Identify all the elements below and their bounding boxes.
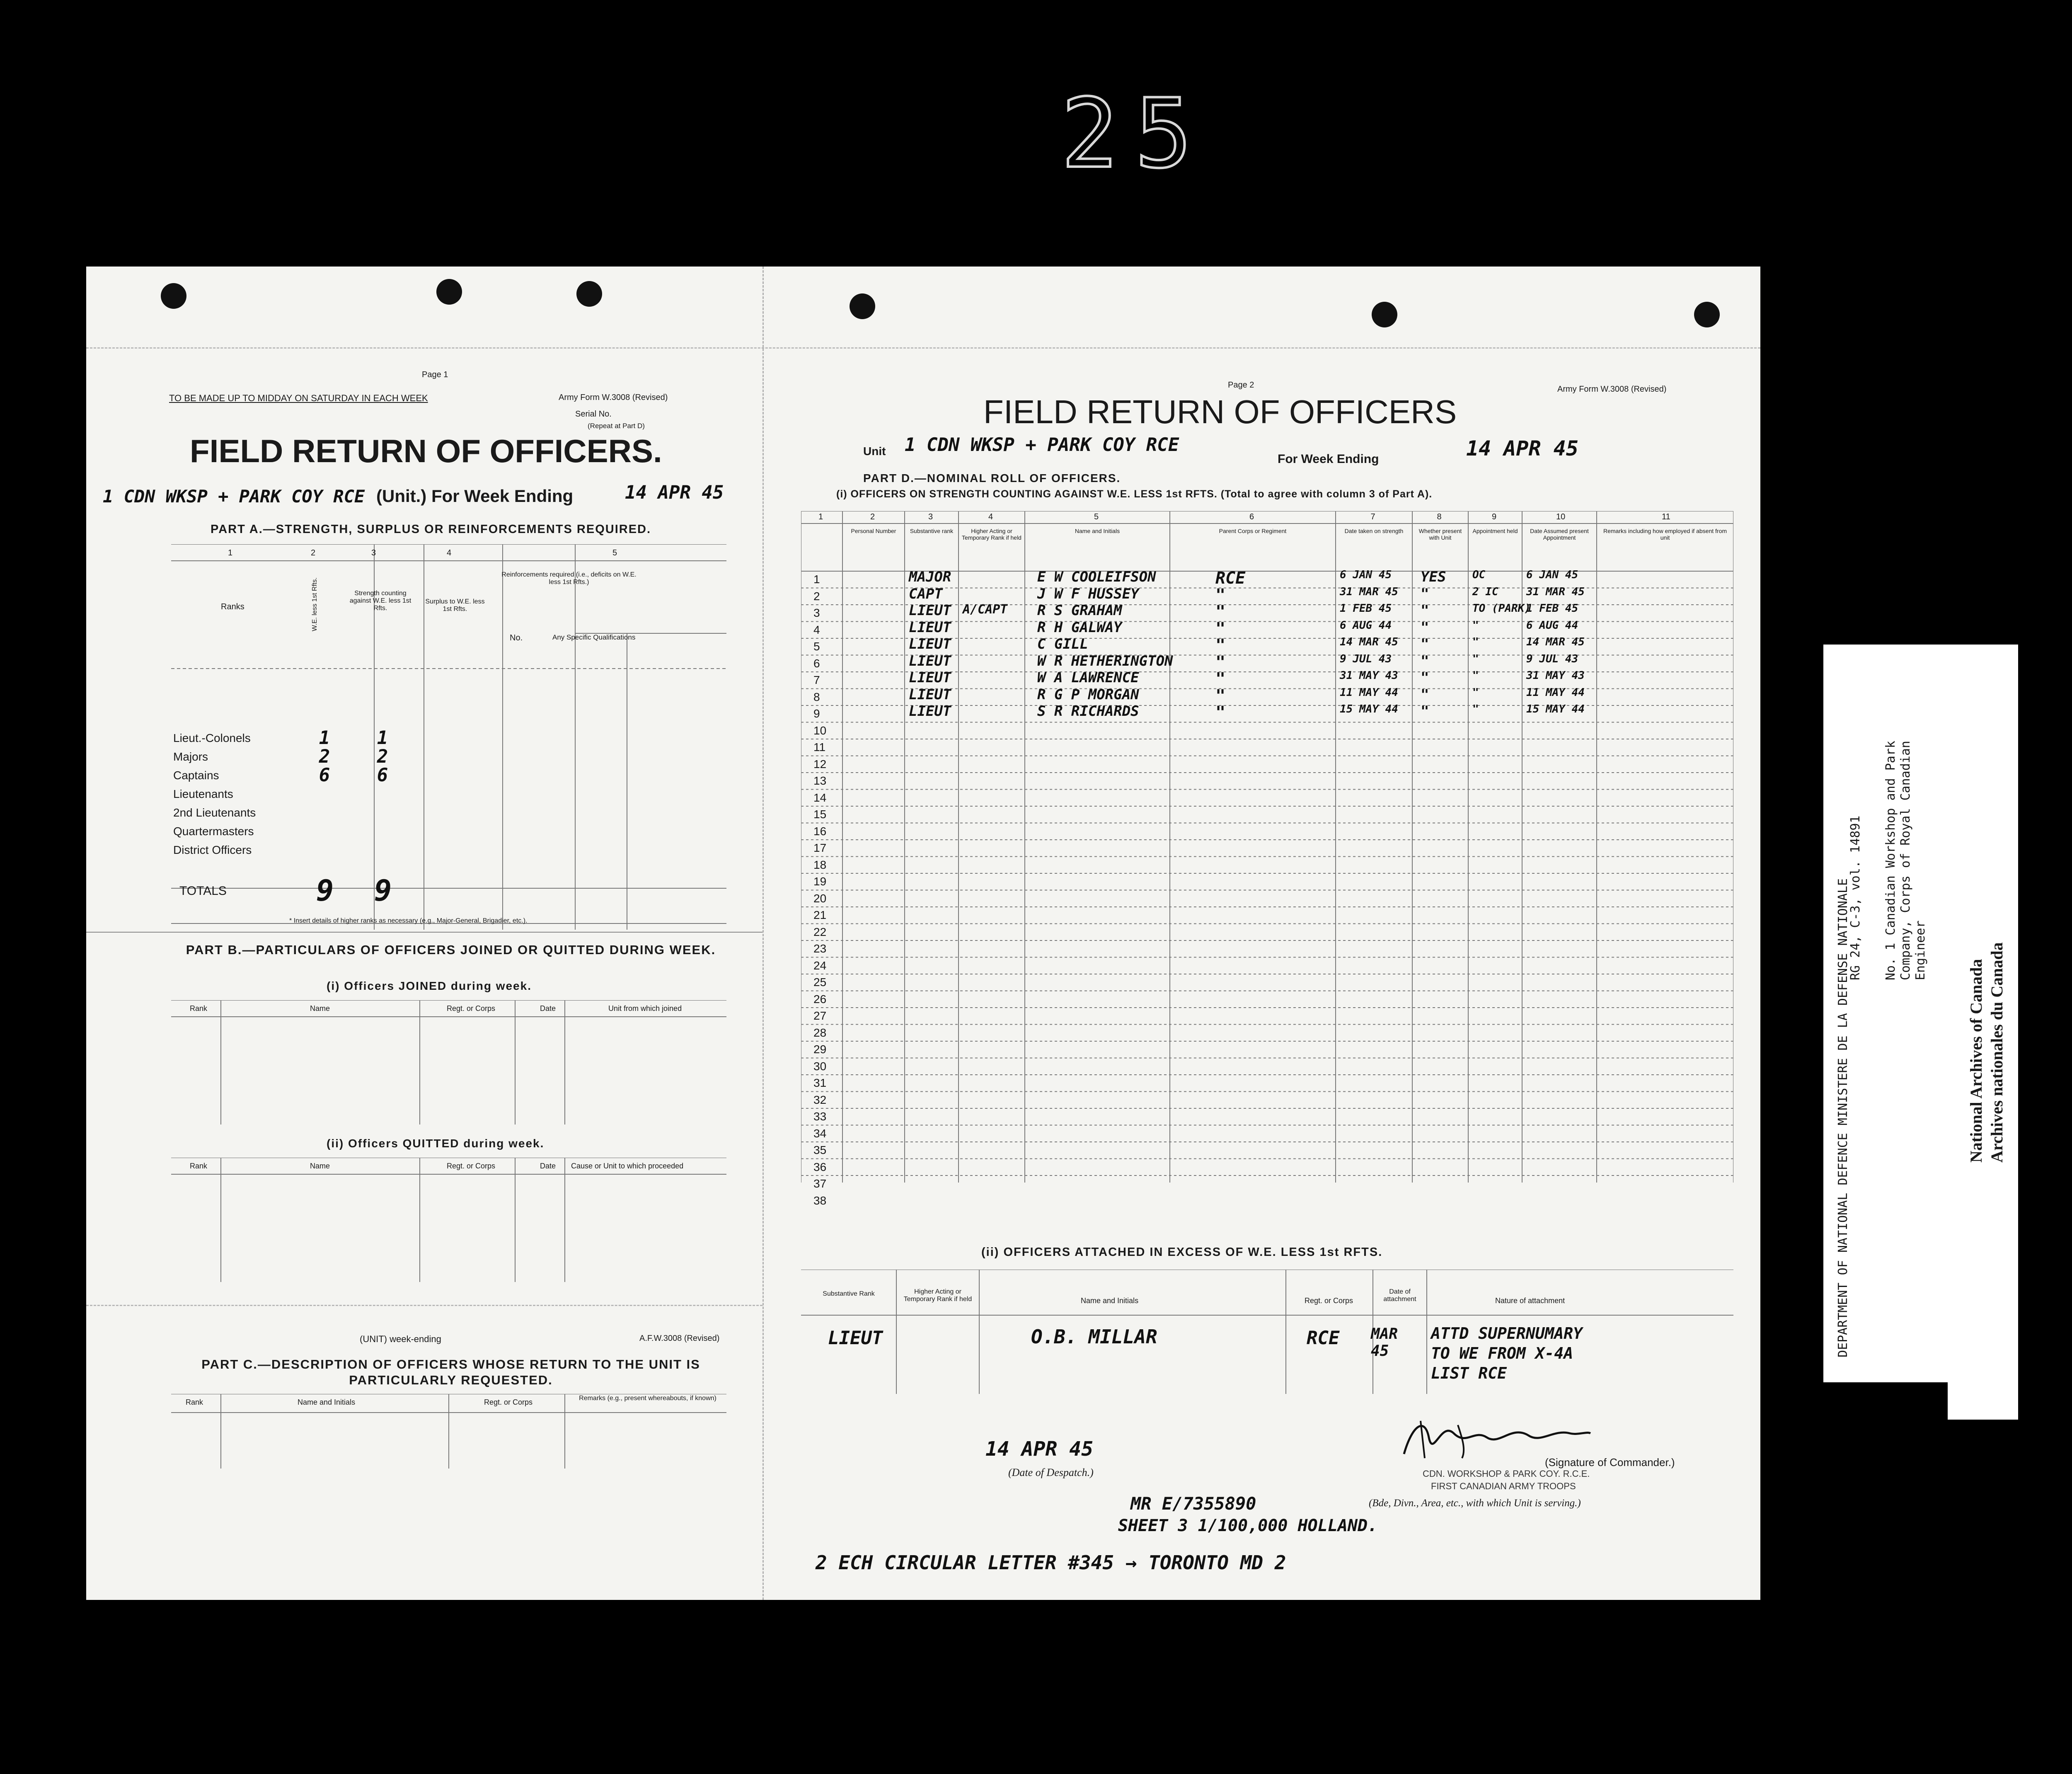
part-d-col-header: Name and Initials [1075, 528, 1120, 534]
part-a-header-ranks: Ranks [221, 602, 244, 611]
part-d-col-header: Parent Corps or Regiment [1219, 528, 1287, 534]
officer-date-taken: 15 MAY 44 [1340, 703, 1398, 715]
punch-hole [436, 279, 462, 305]
archive-reference-card [1823, 645, 1948, 1382]
archive-name-en: National Archives of Canada [1967, 959, 1985, 1163]
officer-name: J W F HUSSEY [1037, 585, 1139, 602]
part-d-row-number: 7 [813, 674, 820, 686]
part-d-row-number: 19 [813, 875, 827, 888]
rank-strength-values [370, 729, 395, 785]
part-d-row-number: 34 [813, 1127, 827, 1140]
part-d-col-header: Date Assumed present Appointment [1530, 528, 1589, 541]
archive-department: DEPARTMENT OF NATIONAL DEFENCE MINISTERE DE LA DEFENSE NATIONALE [1836, 878, 1850, 1357]
totals-label: TOTALS [179, 884, 227, 898]
part-d-row-number: 21 [813, 909, 827, 921]
part-a-footnote: * Insert details of higher ranks as necessary (e.g., Major-General, Brigadier, etc.). [289, 917, 528, 924]
page1-serial-no: Serial No. [575, 410, 612, 419]
part-d-col-number: 8 [1437, 512, 1442, 521]
archive-name-fr: Archives nationales du Canada [1987, 942, 2006, 1163]
part-a-header-we: W.E. less 1st Rfts. [311, 577, 318, 631]
officer-present: YES [1421, 569, 1446, 585]
part-c-col-remarks: Remarks (e.g., present whereabouts, if known) [579, 1395, 716, 1402]
punch-hole [850, 293, 875, 319]
officer-appointment: " [1472, 652, 1479, 665]
part-d-col-number: 4 [988, 512, 993, 521]
part-a-header-strength: Strength counting against W.E. less 1st Rfts. [349, 590, 411, 612]
part-d-row-number: 35 [813, 1144, 827, 1156]
part-c-col-name: Name and Initials [298, 1398, 356, 1406]
officer-date-taken: 11 MAY 44 [1340, 686, 1398, 699]
officer-date-taken: 14 MAR 45 [1340, 636, 1398, 648]
page2-unit: 1 CDN WKSP + PARK COY RCE [905, 434, 1179, 456]
part-d-row-number: 13 [813, 774, 827, 787]
joined-table [171, 1000, 726, 1125]
officer-date-assumed: 9 JUL 43 [1526, 652, 1578, 665]
part-c-col-corps: Regt. or Corps [484, 1398, 533, 1406]
frame-number: 25 [1061, 79, 1209, 189]
part-c-title: PART C.—DESCRIPTION OF OFFICERS WHOSE RETURN TO THE UNIT IS PARTICULARLY REQUESTED. [201, 1357, 700, 1387]
part-a-col-5: 5 [612, 548, 617, 557]
officer-name: C GILL [1037, 636, 1088, 652]
unit-week-ending: (UNIT) week-ending [360, 1334, 441, 1344]
page2-week: 14 APR 45 [1466, 436, 1578, 460]
joined-col-date: Date [540, 1004, 556, 1013]
page2-title: FIELD RETURN OF OFFICERS [983, 393, 1457, 430]
officer-date-taken: 31 MAR 45 [1340, 585, 1398, 598]
officer-appointment: " [1472, 636, 1479, 648]
officer-rank: LIEUT [909, 652, 951, 669]
part-d-col-header: Appointment held [1472, 528, 1518, 534]
officer-date-taken: 6 JAN 45 [1340, 569, 1392, 581]
part-d-col-number: 11 [1662, 512, 1670, 521]
officer-present: " [1421, 585, 1429, 602]
officer-present: " [1421, 636, 1429, 652]
officer-appointment: TO (PARK) [1472, 602, 1531, 615]
total-we: 9 [316, 874, 334, 908]
part-d-row-number: 17 [813, 841, 827, 854]
officer-rank: LIEUT [909, 669, 951, 686]
part-ii-col-name: Name and Initials [1081, 1297, 1139, 1305]
rank-we-value: 2 [319, 746, 330, 767]
part-ii-col-nature: Nature of attachment [1495, 1297, 1565, 1305]
officer-rank: LIEUT [909, 703, 951, 720]
attached-date: MAR 45 [1371, 1326, 1398, 1360]
part-a-col-4: 4 [447, 548, 452, 557]
officer-date-assumed: 11 MAY 44 [1526, 686, 1585, 699]
officer-name: W A LAWRENCE [1037, 669, 1139, 686]
officer-corps: " [1215, 669, 1226, 688]
officer-present: " [1421, 652, 1429, 669]
officer-date-assumed: 6 AUG 44 [1526, 619, 1578, 632]
part-d-col-number: 1 [818, 512, 823, 521]
part-d-row-number: 14 [813, 791, 827, 804]
rank-we-value: 6 [319, 765, 330, 786]
officer-date-taken: 9 JUL 43 [1340, 652, 1392, 665]
part-a-header-no: No. [510, 633, 523, 642]
sheet-ref: SHEET 3 1/100,000 HOLLAND. [1118, 1516, 1378, 1535]
part-d-row-number: 12 [813, 757, 827, 771]
part-c-perforation [86, 1305, 762, 1306]
officer-corps: " [1215, 636, 1226, 655]
part-d-col-header: Date taken on strength [1344, 528, 1404, 534]
rank-we-value: 1 [319, 727, 330, 749]
officer-name: S R RICHARDS [1037, 703, 1139, 720]
part-d-row-number: 10 [813, 724, 827, 737]
quitted-table [171, 1158, 726, 1282]
officer-corps: " [1215, 703, 1226, 722]
rank-strength-value: 2 [377, 746, 388, 767]
officer-date-assumed: 6 JAN 45 [1526, 569, 1578, 581]
page1-unit-label: (Unit.) For Week Ending [376, 486, 574, 506]
page2-label: Page 2 [1228, 380, 1254, 390]
part-d-row-number: 5 [813, 640, 820, 653]
part-a-title: PART A.—STRENGTH, SURPLUS OR REINFORCEMENTS REQUIRED. [211, 523, 651, 536]
part-d-col-header: Remarks including how employed if absent from unit [1603, 528, 1727, 541]
center-fold [762, 267, 764, 1600]
part-a-header-quals: Any Specific Qualifications [552, 633, 636, 641]
part-d-col-number: 5 [1094, 512, 1099, 521]
part-d-row-number: 22 [813, 925, 827, 938]
document-sheet [86, 267, 1760, 1600]
punch-hole [1694, 302, 1720, 327]
joined-title: (i) Officers JOINED during week. [327, 979, 532, 992]
part-a-col-2: 2 [311, 548, 316, 557]
part-d-row-number: 16 [813, 824, 827, 838]
part-d-col-number: 10 [1556, 512, 1566, 521]
part-d-row-number: 11 [813, 741, 826, 754]
part-d-row-number: 6 [813, 657, 820, 670]
divider [86, 932, 762, 933]
part-d-subtitle: (i) OFFICERS ON STRENGTH COUNTING AGAINST W.E. LESS 1st RFTS. (Total to agree with column 3 of Part A). [836, 488, 1433, 500]
part-d-col-number: 6 [1249, 512, 1254, 521]
rank-label: Majors [173, 750, 208, 763]
rank-strength-value: 1 [377, 727, 388, 749]
part-d-title: PART D.—NOMINAL ROLL OF OFFICERS. [863, 472, 1121, 485]
rank-label: District Officers [173, 843, 252, 856]
officer-appointment: " [1472, 669, 1479, 682]
part-d-row-number: 25 [813, 976, 827, 989]
page1-army-form: Army Form W.3008 (Revised) [559, 393, 668, 402]
rank-list [173, 729, 256, 859]
quitted-title: (ii) Officers QUITTED during week. [327, 1137, 545, 1150]
page2-week-label: For Week Ending [1278, 452, 1379, 466]
part-ii-col-rank: Substantive Rank [823, 1290, 875, 1297]
afw-label: A.F.W.3008 (Revised) [639, 1334, 720, 1343]
despatch-date: 14 APR 45 [985, 1437, 1094, 1461]
part-d-row-number: 1 [813, 573, 820, 586]
officer-rank: LIEUT [909, 636, 951, 652]
joined-col-rank: Rank [190, 1004, 208, 1013]
quitted-col-date: Date [540, 1162, 556, 1170]
officer-corps: " [1215, 619, 1226, 638]
officer-corps: " [1215, 652, 1226, 672]
part-d-row-number: 3 [813, 606, 820, 619]
part-d-row-number: 18 [813, 858, 827, 871]
rank-label: Quartermasters [173, 825, 254, 838]
part-ii-col-corps: Regt. or Corps [1305, 1297, 1353, 1305]
officer-rank: MAJOR [909, 569, 951, 585]
page1-title: FIELD RETURN OF OFFICERS. [190, 433, 662, 469]
part-d-row-number: 37 [813, 1177, 827, 1190]
officer-date-assumed: 14 MAR 45 [1526, 636, 1585, 648]
punch-hole [576, 281, 602, 307]
part-d-row-number: 24 [813, 959, 827, 972]
part-d-row-number: 26 [813, 992, 827, 1006]
part-d-row-number: 15 [813, 808, 827, 821]
part-d-row-number: 32 [813, 1093, 827, 1106]
officer-appointment: " [1472, 686, 1479, 699]
part-a-header-surplus: Surplus to W.E. less 1st Rfts. [425, 598, 485, 613]
punch-hole [161, 283, 186, 309]
circular-note: 2 ECH CIRCULAR LETTER #345 → TORONTO MD 2 [816, 1551, 1286, 1574]
part-d-row-number: 36 [813, 1160, 827, 1173]
part-d-row-number: 31 [813, 1076, 827, 1089]
officer-name: R S GRAHAM [1037, 602, 1122, 619]
officer-name: R H GALWAY [1037, 619, 1122, 636]
signature-label: (Signature of Commander.) [1545, 1456, 1675, 1469]
officer-present: " [1421, 669, 1429, 686]
part-d-row-number: 8 [813, 690, 820, 703]
rank-we-values [312, 729, 337, 785]
joined-col-corps: Regt. or Corps [447, 1004, 496, 1013]
joined-col-name: Name [310, 1004, 330, 1013]
page2-army-form: Army Form W.3008 (Revised) [1557, 385, 1667, 394]
officer-present: " [1421, 703, 1429, 720]
officer-name: E W COOLEIFSON [1037, 569, 1156, 585]
despatch-label: (Date of Despatch.) [1008, 1466, 1094, 1478]
part-b-title: PART B.—PARTICULARS OF OFFICERS JOINED OR QUITTED DURING WEEK. [186, 943, 716, 957]
part-d-col-header: Substantive rank [910, 528, 954, 534]
officer-appointment: " [1472, 619, 1479, 632]
bde-label: (Bde, Divn., Area, etc., with which Unit is serving.) [1369, 1498, 1581, 1509]
officer-appointment: OC [1472, 569, 1486, 581]
part-d-col-header: Personal Number [851, 528, 896, 534]
page1-instruction: TO BE MADE UP TO MIDDAY ON SATURDAY IN EACH WEEK [169, 393, 428, 403]
officer-name: R G P MORGAN [1037, 686, 1139, 703]
part-a-header-reinf: Reinforcements required (i.e., deficits on W.E. less 1st Rfts.) [501, 571, 637, 586]
officer-rank: LIEUT [909, 619, 951, 636]
part-d-row-number: 33 [813, 1110, 827, 1123]
quitted-col-rank: Rank [190, 1162, 208, 1170]
stamp-line-2: FIRST CANADIAN ARMY TROOPS [1431, 1481, 1576, 1491]
page2-unit-label: Unit [863, 445, 886, 458]
part-a-col-1: 1 [228, 548, 233, 557]
officer-rank: CAPT [909, 585, 943, 602]
officer-date-taken: 31 MAY 43 [1340, 669, 1398, 682]
archive-institution-card [1948, 645, 2018, 1420]
part-a-col-3: 3 [371, 548, 376, 557]
part-d-col-number: 9 [1492, 512, 1497, 521]
part-d-row-number: 28 [813, 1026, 827, 1039]
part-c-table [171, 1394, 726, 1469]
part-ii-title: (ii) OFFICERS ATTACHED IN EXCESS OF W.E. LESS 1st RFTS. [981, 1246, 1383, 1259]
part-d-row-number: 27 [813, 1009, 827, 1022]
quitted-col-corps: Regt. or Corps [447, 1162, 496, 1170]
part-ii-col-date: Date of attachment [1383, 1288, 1416, 1303]
officer-rank: LIEUT [909, 602, 951, 619]
part-d-col-number: 2 [870, 512, 875, 521]
part-c-col-rank: Rank [186, 1398, 203, 1406]
rank-strength-value: 6 [377, 765, 388, 786]
part-d-col-number: 7 [1370, 512, 1375, 521]
quitted-col-name: Name [310, 1162, 330, 1170]
part-ii-col-acting: Higher Acting or Temporary Rank if held [903, 1288, 972, 1303]
punch-hole [1372, 302, 1397, 327]
rank-label: 2nd Lieutenants [173, 806, 256, 819]
attached-nature: ATTD SUPERNUMARY TO WE FROM X-4A LIST RCE [1431, 1324, 1583, 1382]
officer-present: " [1421, 602, 1429, 619]
officer-corps: RCE [1215, 569, 1246, 588]
part-d-row-number: 30 [813, 1059, 827, 1073]
part-d-row-number: 20 [813, 892, 827, 905]
officer-appointment: 2 IC [1472, 585, 1498, 598]
officer-date-assumed: 31 MAY 43 [1526, 669, 1585, 682]
officer-date-taken: 1 FEB 45 [1340, 602, 1392, 615]
total-strength: 9 [374, 874, 392, 908]
joined-col-unit: Unit from which joined [608, 1004, 682, 1013]
archive-description: No. 1 Canadian Workshop and Park Company, Corps of Royal Canadian Engineer [1883, 741, 1928, 980]
officer-appointment: " [1472, 703, 1479, 715]
officer-name: W R HETHERINGTON [1037, 652, 1173, 669]
rank-label: Captains [173, 769, 219, 782]
officer-rank: LIEUT [909, 686, 951, 703]
top-perforation [86, 347, 1760, 349]
page1-week-ending: 14 APR 45 [625, 482, 724, 503]
part-d-row-number: 2 [813, 589, 820, 603]
attached-name: O.B. MILLAR [1031, 1326, 1157, 1348]
officer-corps: " [1215, 602, 1226, 621]
archive-rg: RG 24, C-3, vol. 14891 [1848, 815, 1863, 980]
page1-repeat-note: (Repeat at Part D) [588, 422, 645, 430]
part-d-col-header: Whether present with Unit [1418, 528, 1462, 541]
officer-date-assumed: 31 MAR 45 [1526, 585, 1585, 598]
officer-date-assumed: 1 FEB 45 [1526, 602, 1578, 615]
page1-unit: 1 CDN WKSP + PARK COY RCE [103, 486, 365, 507]
part-d-col-header: Higher Acting or Temporary Rank if held [962, 528, 1021, 541]
attached-corps: RCE [1307, 1328, 1340, 1349]
officer-date-assumed: 15 MAY 44 [1526, 703, 1585, 715]
part-d-row-number: 38 [813, 1194, 827, 1207]
officer-present: " [1421, 686, 1429, 703]
part-d-row-number: 4 [813, 623, 820, 636]
officer-corps: " [1215, 585, 1226, 605]
quitted-col-cause: Cause or Unit to which proceeded [571, 1162, 684, 1170]
officer-corps: " [1215, 686, 1226, 705]
part-d-row-number: 9 [813, 707, 820, 720]
map-ref: MR E/7355890 [1130, 1493, 1256, 1514]
part-d-row-number: 29 [813, 1043, 827, 1056]
part-d-row-number: 23 [813, 942, 827, 955]
page1-label: Page 1 [422, 370, 448, 379]
rank-label: Lieutenants [173, 788, 233, 800]
rank-label: Lieut.-Colonels [173, 732, 251, 744]
attached-rank: LIEUT [828, 1328, 883, 1349]
officer-present: " [1421, 619, 1429, 636]
part-d-col-number: 3 [928, 512, 933, 521]
officer-acting-rank: A/CAPT [963, 602, 1008, 617]
officer-date-taken: 6 AUG 44 [1340, 619, 1392, 632]
stamp-line-1: CDN. WORKSHOP & PARK COY. R.C.E. [1423, 1469, 1590, 1479]
